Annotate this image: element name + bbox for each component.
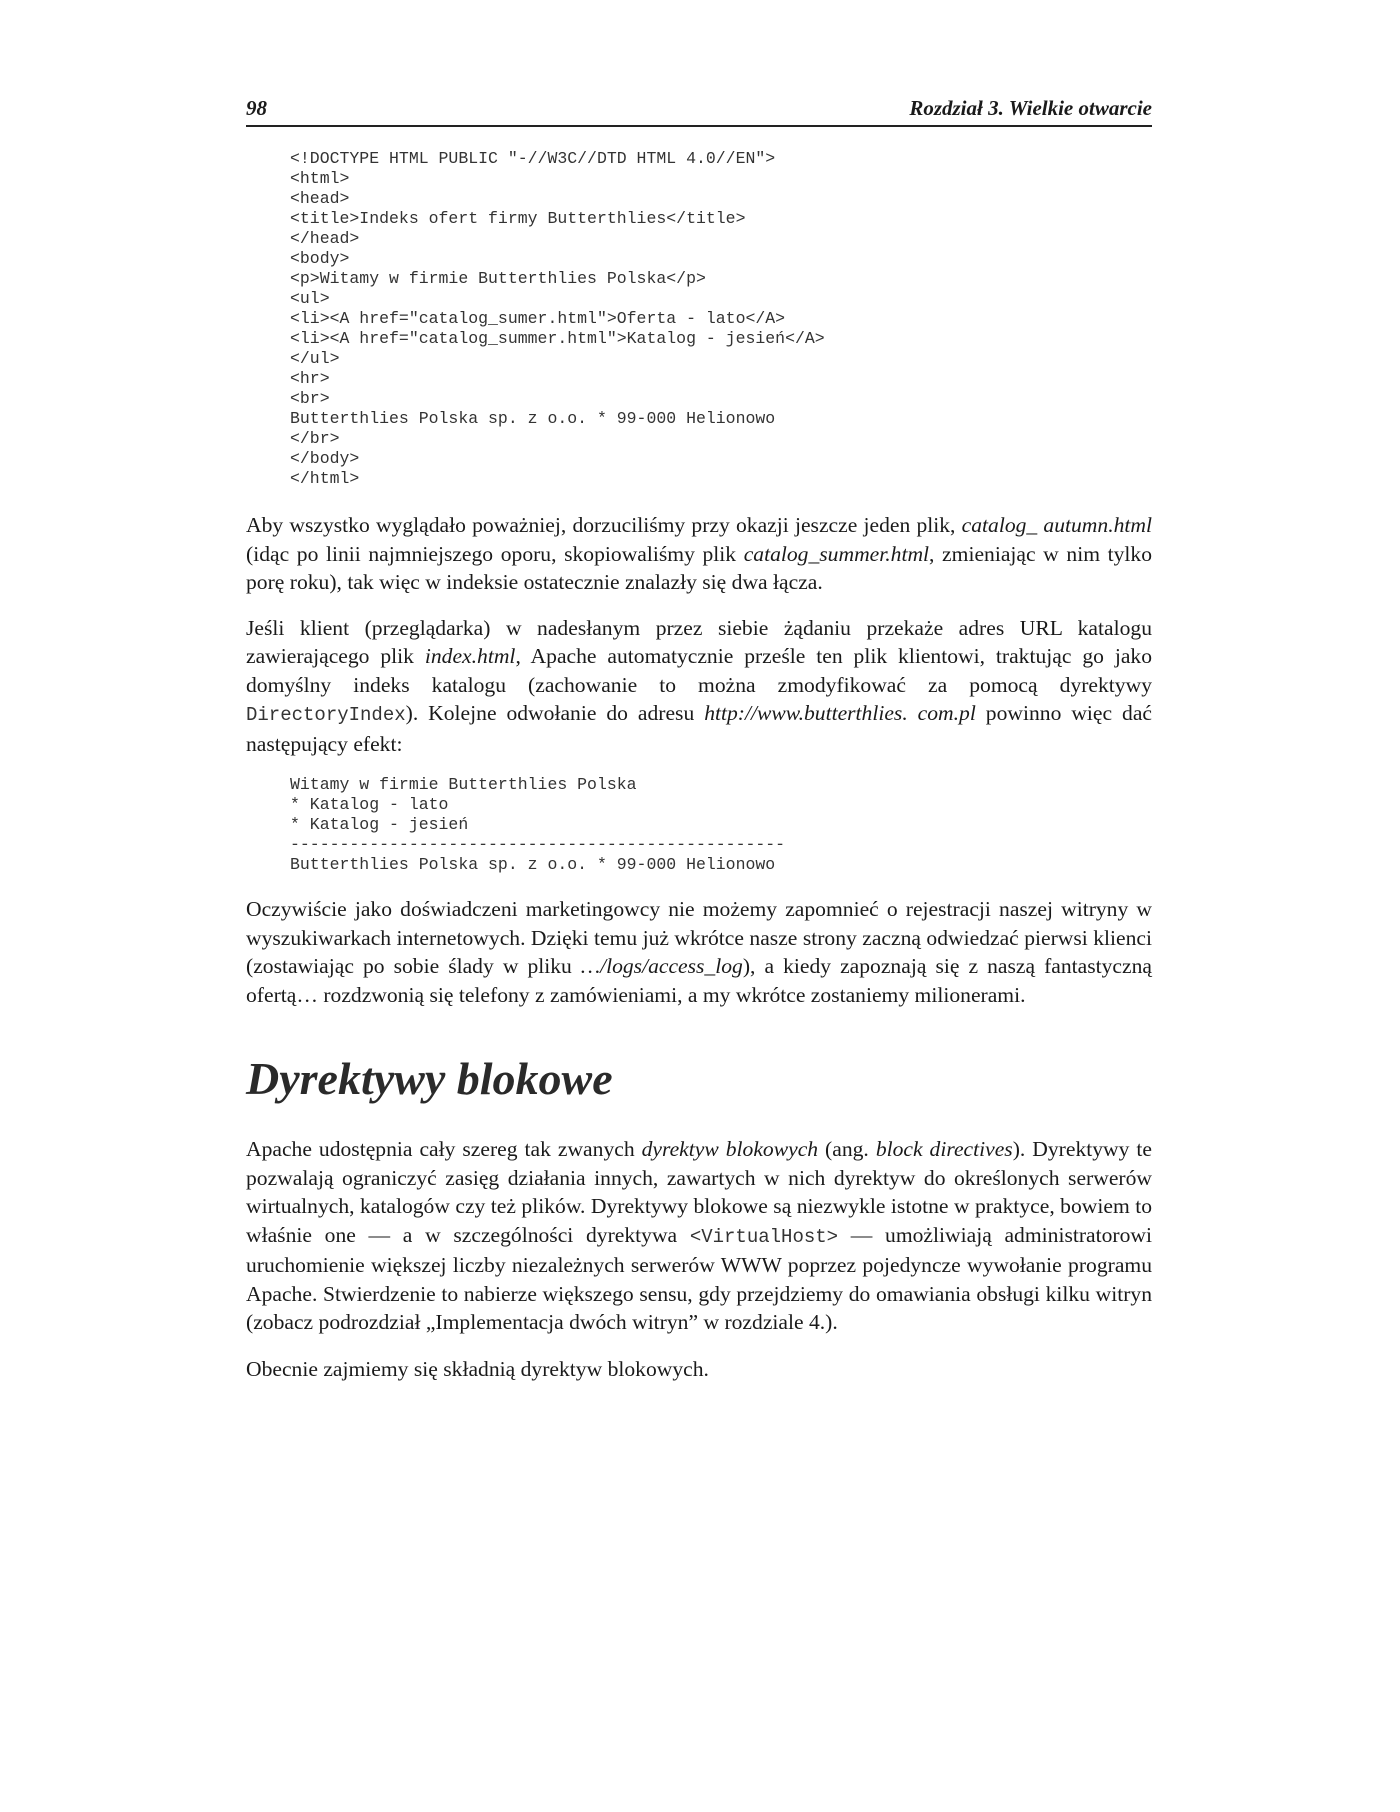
paragraph-text: — umożliwiają administratorowi uruchomienie większej liczby niezależnych serwerów WWW poprzez pojedyncze wywołanie programu Apache. Stwierdzenie to nabierze większego sensu, gdy przejdziemy do omawiania obsługi kilku witryn (zobacz podrozdział „Implementacja dwóch witryn” w rozdziale 4.). — [246, 1222, 1152, 1334]
filename-italic: catalog_summer.html — [743, 541, 930, 566]
paragraph-directory-index — [246, 614, 1152, 759]
code-line: </ul> — [290, 349, 340, 368]
paragraph-text: , Apache automatycznie prześle ten plik klientowi, traktując go jako domyślny indeks katalogu (zachowanie to można zmodyfikować za pomocą dyrektywy — [246, 644, 1153, 697]
code-line: </head> — [290, 229, 360, 248]
rendered-output-listing — [246, 775, 1152, 875]
output-line: Witamy w firmie Butterthlies Polska — [290, 775, 637, 794]
code-line: <hr> — [290, 369, 330, 388]
paragraph-text: ), a kiedy zapoznają się z naszą fantastyczną ofertą… rozdzwonią się telefony z zamówieniami, a my wkrótce zostaniemy milionerami. — [246, 954, 1152, 1007]
running-header — [246, 96, 1152, 127]
paragraph-text: Jeśli klient (przeglądarka) w nadesłanym przez siebie żądaniu przekaże adres URL katalogu zawierającego plik — [246, 615, 1152, 668]
code-line: <html> — [290, 169, 350, 188]
directive-code: <VirtualHost> — [689, 1225, 839, 1248]
paragraph-text: Oczywiście jako doświadczeni marketingowcy nie możemy zapomnieć o rejestracji naszej witryny w wyszukiwarkach internetowych. Dzięki temu już wkrótce nasze strony zaczną odwiedzać pierwsi klienci (zostawiając po sobie ślady w pliku — [246, 897, 1152, 978]
output-line: * Katalog - lato — [290, 795, 449, 814]
book-page — [246, 96, 1152, 1383]
filename-italic: …/logs/access_log — [580, 954, 743, 978]
code-line: <!DOCTYPE HTML PUBLIC "-//W3C//DTD HTML 4.0//EN"> — [290, 149, 776, 168]
code-line: Butterthlies Polska sp. z o.o. * 99-000 Helionowo — [290, 409, 776, 428]
code-line: <br> — [290, 389, 330, 408]
page-number: 98 — [246, 96, 267, 120]
paragraph-text: (idąc po linii najmniejszego oporu, skopiowaliśmy plik — [246, 541, 744, 566]
code-line: <body> — [290, 249, 350, 268]
paragraph-text: ). Kolejne odwołanie do adresu — [405, 701, 705, 725]
filename-italic: index.html — [424, 644, 516, 668]
paragraph-text: Aby wszystko wyglądało poważniej, dorzuciliśmy przy okazji jeszcze jeden plik, — [246, 513, 962, 537]
paragraph-catalog-autumn — [246, 511, 1152, 597]
code-line: </br> — [290, 429, 340, 448]
chapter-title: Rozdział 3. Wielkie otwarcie — [909, 96, 1152, 120]
code-line: </body> — [290, 449, 360, 468]
code-line: <head> — [290, 189, 350, 208]
paragraph-text: (ang. — [818, 1137, 876, 1161]
output-line: Butterthlies Polska sp. z o.o. * 99-000 Helionowo — [290, 855, 776, 874]
code-line: <title>Indeks ofert firmy Butterthlies</title> — [290, 209, 746, 228]
code-line: <ul> — [290, 289, 330, 308]
output-line: * Katalog - jesień — [290, 815, 469, 834]
html-code-listing — [246, 149, 1152, 489]
paragraph-text: , zmieniając w nim tylko porę roku), tak więc w indeksie ostatecznie znalazły się dwa łącza. — [246, 541, 1152, 594]
paragraph-text: Apache udostępnia cały szereg tak zwanych — [246, 1137, 642, 1161]
paragraph-block-directives — [246, 1135, 1152, 1337]
directive-code: DirectoryIndex — [246, 704, 406, 726]
code-line: <li><A href="catalog_sumer.html">Oferta - lato</A> — [290, 309, 786, 328]
section-heading: Dyrektywy blokowe — [246, 1053, 613, 1104]
paragraph-text: ). Dyrektywy te pozwalają ograniczyć zasięg działania innych, zawartych w nich dyrektyw do określonych serwerów wirtualnych, katalogów czy też plików. Dyrektywy blokowe są niezwykle istotne w praktyce, bowiem to właśnie one — a w szczególności dyrektywa — [246, 1137, 1152, 1247]
paragraph-text: powinno więc dać następujący efekt: — [246, 701, 1152, 756]
code-line: <li><A href="catalog_summer.html">Katalog - jesień</A> — [290, 329, 825, 348]
output-line: -------------------------------------------------- — [290, 835, 786, 854]
filename-italic: catalog_ autumn.html — [961, 513, 1152, 537]
term-italic: dyrektyw blokowych — [641, 1137, 819, 1161]
paragraph-marketing — [246, 895, 1152, 1009]
code-line: <p>Witamy w firmie Butterthlies Polska</p> — [290, 269, 706, 288]
term-italic: block directives — [875, 1137, 1013, 1161]
code-line: </html> — [290, 469, 360, 488]
url-italic: http://www.butterthlies. com.pl — [704, 701, 976, 725]
paragraph-syntax-intro: Obecnie zajmiemy się składnią dyrektyw blokowych. — [246, 1356, 709, 1381]
